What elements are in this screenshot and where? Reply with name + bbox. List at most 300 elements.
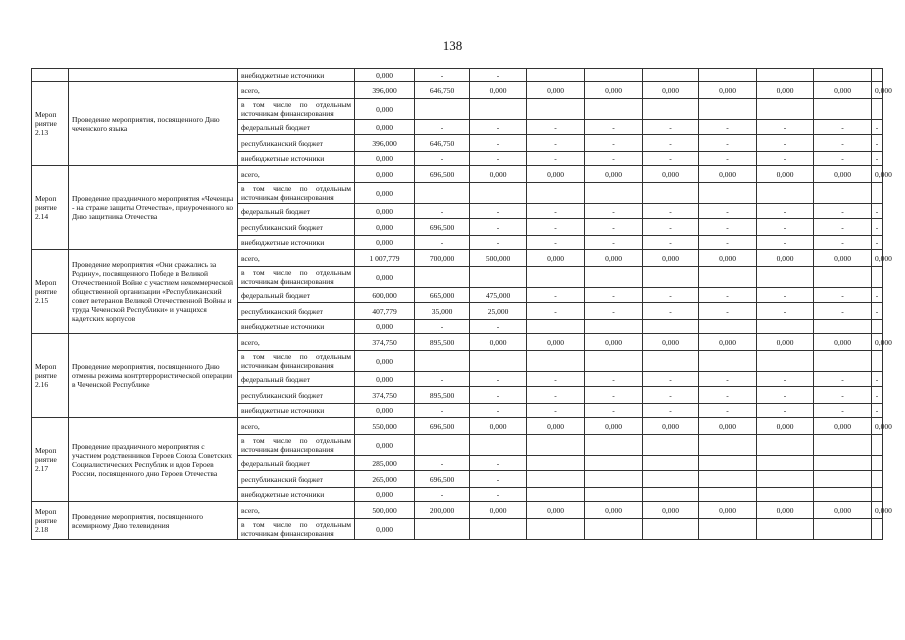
value-cell: 0,000	[814, 166, 872, 183]
funding-source-cell	[238, 418, 355, 435]
value-cell	[699, 320, 757, 334]
value-cell	[757, 99, 814, 120]
value-cell: 0,000	[527, 82, 585, 99]
value-cell: 500,000	[355, 502, 415, 519]
funding-source-cell	[238, 320, 355, 334]
value-cell: -	[757, 236, 814, 250]
value-cell	[872, 267, 883, 288]
value-cell	[643, 69, 699, 82]
value-cell: -	[415, 236, 470, 250]
value-cell: -	[643, 219, 699, 236]
value-cell: 0,000	[872, 250, 883, 267]
funding-source-label: федеральный бюджет	[241, 206, 311, 216]
value-cell: -	[757, 219, 814, 236]
funding-source-label: республиканский бюджет	[241, 390, 323, 400]
value-cell: -	[872, 372, 883, 387]
event-name-cell: Проведение мероприятия, посвященного Дню чеченского языка	[69, 82, 238, 166]
value-cell: 0,000	[355, 267, 415, 288]
value-cell	[415, 183, 470, 204]
funding-source-label: всего,	[241, 253, 260, 263]
value-cell: 0,000	[355, 99, 415, 120]
funding-source-label: республиканский бюджет	[241, 222, 323, 232]
value-cell: 0,000	[757, 334, 814, 351]
value-cell: -	[814, 372, 872, 387]
value-cell: -	[470, 120, 527, 135]
value-cell: -	[699, 219, 757, 236]
value-cell	[643, 267, 699, 288]
value-cell: -	[470, 152, 527, 166]
value-cell: 0,000	[872, 502, 883, 519]
value-cell: 0,000	[872, 418, 883, 435]
page-number: 138	[442, 38, 463, 53]
value-cell: -	[814, 120, 872, 135]
value-cell	[527, 267, 585, 288]
value-cell: 0,000	[585, 250, 643, 267]
value-cell	[699, 435, 757, 456]
value-cell: -	[585, 219, 643, 236]
value-cell: 0,000	[699, 250, 757, 267]
value-cell: -	[527, 120, 585, 135]
value-cell: 0,000	[757, 166, 814, 183]
value-cell	[585, 99, 643, 120]
value-cell	[585, 456, 643, 471]
value-cell: -	[643, 236, 699, 250]
event-name-cell: Проведение праздничного мероприятия «Чеченцы - на страже защиты Отечества», приуроченного ко Дню защитника Отечества	[69, 166, 238, 250]
funding-source-label: внебюджетные источники	[241, 490, 325, 499]
value-cell	[757, 435, 814, 456]
value-cell: 696,500	[415, 219, 470, 236]
value-cell: 0,000	[699, 166, 757, 183]
value-cell	[757, 320, 814, 334]
value-cell	[872, 69, 883, 82]
value-cell: 0,000	[527, 418, 585, 435]
funding-source-cell	[238, 519, 355, 540]
value-cell: -	[814, 204, 872, 219]
event-label-cell	[32, 69, 69, 82]
value-cell	[527, 488, 585, 502]
funding-source-cell	[238, 219, 355, 236]
funding-source-cell	[238, 351, 355, 372]
value-cell	[415, 99, 470, 120]
value-cell	[757, 456, 814, 471]
value-cell	[643, 488, 699, 502]
value-cell: -	[470, 372, 527, 387]
funding-source-label: в том числе по отдельным источникам финансирования	[241, 352, 351, 370]
value-cell: -	[415, 488, 470, 502]
value-cell	[585, 519, 643, 540]
event-label-cell: Мероп риятие 2.18	[32, 502, 69, 540]
value-cell: 0,000	[585, 334, 643, 351]
value-cell: -	[415, 320, 470, 334]
value-cell: 0,000	[757, 250, 814, 267]
value-cell: 0,000	[699, 82, 757, 99]
table-row	[32, 418, 883, 435]
event-label-cell: Мероп риятие 2.13	[32, 82, 69, 166]
value-cell: -	[415, 69, 470, 82]
funding-source-cell	[238, 166, 355, 183]
value-cell: -	[585, 372, 643, 387]
event-label-cell: Мероп риятие 2.15	[32, 250, 69, 334]
value-cell: -	[643, 135, 699, 152]
continuation-row	[32, 69, 883, 82]
value-cell: -	[643, 372, 699, 387]
value-cell: -	[814, 219, 872, 236]
value-cell: 700,000	[415, 250, 470, 267]
value-cell: 285,000	[355, 456, 415, 471]
event-name-cell: Проведение мероприятия, посвященного всемирному Дню телевидения	[69, 502, 238, 540]
value-cell	[699, 69, 757, 82]
value-cell	[757, 488, 814, 502]
value-cell: 0,000	[814, 334, 872, 351]
value-cell	[643, 456, 699, 471]
event-name-cell: Проведение мероприятия «Они сражались за Родину», посвященного Победе в Великой Отечественной Войне с участием некоммерческой общественной организации «Республиканский совет ветеранов Великой Отечественной Войны и труда Чеченской Республики» и учащихся кадетских корпусов	[69, 250, 238, 334]
value-cell: 0,000	[585, 418, 643, 435]
value-cell: -	[585, 303, 643, 320]
value-cell: 0,000	[585, 502, 643, 519]
value-cell	[699, 488, 757, 502]
value-cell: 374,750	[355, 387, 415, 404]
value-cell: -	[643, 387, 699, 404]
value-cell: -	[872, 204, 883, 219]
value-cell: -	[470, 204, 527, 219]
funding-source-label: федеральный бюджет	[241, 458, 311, 468]
value-cell: -	[527, 387, 585, 404]
value-cell	[757, 69, 814, 82]
value-cell: 0,000	[527, 250, 585, 267]
value-cell	[585, 320, 643, 334]
value-cell: -	[643, 303, 699, 320]
value-cell: 0,000	[643, 82, 699, 99]
value-cell: -	[585, 236, 643, 250]
value-cell: 0,000	[470, 502, 527, 519]
funding-source-label: в том числе по отдельным источникам финансирования	[241, 436, 351, 454]
value-cell: 0,000	[699, 418, 757, 435]
value-cell: 0,000	[355, 204, 415, 219]
funding-source-cell	[238, 99, 355, 120]
value-cell	[527, 99, 585, 120]
event-label-cell: Мероп риятие 2.16	[32, 334, 69, 418]
value-cell: 0,000	[643, 502, 699, 519]
value-cell: 0,000	[355, 351, 415, 372]
value-cell	[643, 471, 699, 488]
value-cell: -	[643, 152, 699, 166]
table-row	[32, 166, 883, 183]
value-cell	[872, 351, 883, 372]
value-cell: 696,500	[415, 471, 470, 488]
value-cell	[872, 488, 883, 502]
value-cell	[527, 435, 585, 456]
value-cell	[527, 351, 585, 372]
value-cell: 0,000	[355, 320, 415, 334]
value-cell	[872, 519, 883, 540]
funding-source-cell	[238, 288, 355, 303]
funding-source-label: федеральный бюджет	[241, 290, 311, 300]
value-cell: 0,000	[872, 166, 883, 183]
value-cell: -	[527, 372, 585, 387]
value-cell: 0,000	[585, 166, 643, 183]
value-cell	[527, 183, 585, 204]
value-cell: -	[643, 404, 699, 418]
value-cell	[643, 320, 699, 334]
value-cell: -	[814, 135, 872, 152]
value-cell	[415, 267, 470, 288]
value-cell: 407,779	[355, 303, 415, 320]
value-cell: -	[585, 387, 643, 404]
value-cell: 0,000	[355, 236, 415, 250]
value-cell: 0,000	[355, 69, 415, 82]
value-cell: 895,500	[415, 334, 470, 351]
value-cell: 265,000	[355, 471, 415, 488]
funding-source-cell	[238, 183, 355, 204]
value-cell	[757, 351, 814, 372]
value-cell: 550,000	[355, 418, 415, 435]
value-cell: -	[699, 120, 757, 135]
value-cell: 0,000	[355, 120, 415, 135]
funding-source-cell	[238, 152, 355, 166]
value-cell	[699, 456, 757, 471]
value-cell: -	[415, 120, 470, 135]
event-label-cell: Мероп риятие 2.17	[32, 418, 69, 502]
funding-source-label: в том числе по отдельным источникам финансирования	[241, 100, 351, 118]
value-cell	[757, 183, 814, 204]
value-cell: 895,500	[415, 387, 470, 404]
value-cell: -	[527, 219, 585, 236]
value-cell: 396,000	[355, 135, 415, 152]
value-cell: -	[527, 303, 585, 320]
value-cell: 0,000	[757, 418, 814, 435]
value-cell: -	[470, 404, 527, 418]
value-cell	[643, 99, 699, 120]
value-cell: 1 007,779	[355, 250, 415, 267]
value-cell: 646,750	[415, 82, 470, 99]
funding-source-cell	[238, 135, 355, 152]
value-cell: -	[643, 120, 699, 135]
value-cell	[643, 435, 699, 456]
value-cell: -	[757, 372, 814, 387]
value-cell: -	[470, 320, 527, 334]
value-cell: -	[757, 152, 814, 166]
value-cell	[585, 69, 643, 82]
value-cell: 0,000	[814, 82, 872, 99]
value-cell	[470, 99, 527, 120]
value-cell: -	[643, 288, 699, 303]
value-cell: 0,000	[699, 334, 757, 351]
funding-source-cell	[238, 303, 355, 320]
value-cell: 0,000	[643, 418, 699, 435]
value-cell: 25,000	[470, 303, 527, 320]
value-cell	[643, 351, 699, 372]
value-cell: -	[872, 152, 883, 166]
value-cell	[757, 471, 814, 488]
funding-source-cell	[238, 250, 355, 267]
value-cell: 0,000	[814, 502, 872, 519]
value-cell	[872, 435, 883, 456]
funding-source-cell	[238, 502, 355, 519]
table-row	[32, 82, 883, 99]
value-cell: 0,000	[470, 166, 527, 183]
value-cell: 0,000	[527, 502, 585, 519]
event-name-cell	[69, 69, 238, 82]
value-cell: 0,000	[470, 82, 527, 99]
value-cell: -	[699, 288, 757, 303]
event-label-cell: Мероп риятие 2.14	[32, 166, 69, 250]
value-cell	[814, 320, 872, 334]
value-cell: -	[415, 404, 470, 418]
value-cell: 0,000	[527, 334, 585, 351]
value-cell: -	[470, 135, 527, 152]
funding-source-cell	[238, 372, 355, 387]
value-cell: -	[699, 152, 757, 166]
value-cell: -	[470, 456, 527, 471]
budget-table	[31, 68, 892, 540]
value-cell	[872, 183, 883, 204]
value-cell: -	[585, 404, 643, 418]
value-cell	[527, 519, 585, 540]
funding-source-cell	[238, 456, 355, 471]
value-cell: 0,000	[643, 334, 699, 351]
value-cell	[585, 435, 643, 456]
table-row	[32, 334, 883, 351]
event-name-cell: Проведение мероприятия, посвященного Дню отмены режима контртеррористической операции в Чеченской Республике	[69, 334, 238, 418]
value-cell: -	[585, 135, 643, 152]
value-cell	[814, 471, 872, 488]
value-cell	[643, 519, 699, 540]
value-cell: 0,000	[643, 250, 699, 267]
value-cell	[814, 488, 872, 502]
value-cell: 696,500	[415, 418, 470, 435]
value-cell	[585, 183, 643, 204]
value-cell	[585, 488, 643, 502]
value-cell: -	[585, 204, 643, 219]
funding-source-cell	[238, 404, 355, 418]
value-cell: -	[872, 303, 883, 320]
value-cell: -	[699, 204, 757, 219]
value-cell: -	[527, 152, 585, 166]
value-cell: -	[872, 288, 883, 303]
value-cell: 0,000	[757, 502, 814, 519]
funding-source-cell	[238, 334, 355, 351]
value-cell: 0,000	[355, 372, 415, 387]
value-cell: -	[470, 471, 527, 488]
value-cell: -	[757, 204, 814, 219]
funding-source-cell: внебюджетные источники	[238, 69, 355, 82]
budget-table-body	[32, 69, 892, 540]
value-cell	[415, 519, 470, 540]
funding-source-label: внебюджетные источники	[241, 238, 325, 247]
value-cell	[643, 183, 699, 204]
value-cell: -	[814, 404, 872, 418]
value-cell: -	[699, 404, 757, 418]
value-cell: 35,000	[415, 303, 470, 320]
value-cell: 0,000	[470, 418, 527, 435]
funding-source-label: в том числе по отдельным источникам финансирования	[241, 268, 351, 286]
value-cell: 500,000	[470, 250, 527, 267]
value-cell	[814, 99, 872, 120]
value-cell: -	[527, 204, 585, 219]
value-cell: 0,000	[814, 250, 872, 267]
funding-source-label: внебюджетные источники	[241, 154, 325, 163]
value-cell: -	[415, 456, 470, 471]
value-cell	[699, 267, 757, 288]
value-cell: -	[814, 387, 872, 404]
value-cell: 696,500	[415, 166, 470, 183]
funding-source-cell	[238, 120, 355, 135]
value-cell	[872, 456, 883, 471]
value-cell: -	[470, 69, 527, 82]
value-cell: -	[527, 135, 585, 152]
value-cell: -	[757, 387, 814, 404]
value-cell	[470, 351, 527, 372]
value-cell	[585, 471, 643, 488]
funding-source-label: внебюджетные источники	[241, 322, 325, 331]
funding-source-label: федеральный бюджет	[241, 122, 311, 132]
value-cell	[872, 99, 883, 120]
value-cell	[585, 351, 643, 372]
value-cell: 0,000	[355, 435, 415, 456]
value-cell: -	[872, 135, 883, 152]
value-cell: -	[470, 488, 527, 502]
value-cell: -	[872, 404, 883, 418]
value-cell: -	[757, 404, 814, 418]
value-cell	[699, 351, 757, 372]
value-cell	[814, 69, 872, 82]
value-cell	[872, 471, 883, 488]
value-cell: -	[872, 387, 883, 404]
value-cell: 0,000	[355, 488, 415, 502]
event-name-cell: Проведение праздничного мероприятия с участием родственников Героев Союза Советских Социалистических Республик и вдов Героев России, посвященного дню Героев Отечества	[69, 418, 238, 502]
funding-source-cell	[238, 82, 355, 99]
value-cell: -	[757, 120, 814, 135]
funding-source-label: федеральный бюджет	[241, 374, 311, 384]
value-cell: -	[814, 288, 872, 303]
table-row	[32, 502, 883, 519]
value-cell: 0,000	[355, 404, 415, 418]
value-cell	[470, 267, 527, 288]
funding-source-label: всего,	[241, 169, 260, 179]
funding-source-label: республиканский бюджет	[241, 474, 323, 484]
value-cell: -	[699, 372, 757, 387]
value-cell: -	[699, 303, 757, 320]
value-cell: -	[814, 303, 872, 320]
value-cell	[814, 267, 872, 288]
value-cell: 665,000	[415, 288, 470, 303]
value-cell: 0,000	[699, 502, 757, 519]
funding-source-label: всего,	[241, 421, 260, 431]
value-cell: -	[757, 288, 814, 303]
value-cell	[814, 351, 872, 372]
value-cell	[470, 519, 527, 540]
funding-source-cell	[238, 471, 355, 488]
value-cell	[527, 471, 585, 488]
funding-source-label: республиканский бюджет	[241, 138, 323, 148]
value-cell: 0,000	[872, 334, 883, 351]
value-cell	[527, 320, 585, 334]
value-cell: 0,000	[355, 166, 415, 183]
value-cell	[699, 519, 757, 540]
value-cell	[814, 519, 872, 540]
funding-source-label: в том числе по отдельным источникам финансирования	[241, 520, 351, 538]
value-cell: -	[699, 387, 757, 404]
value-cell	[814, 435, 872, 456]
value-cell: 646,750	[415, 135, 470, 152]
value-cell	[527, 456, 585, 471]
value-cell: -	[699, 135, 757, 152]
value-cell	[527, 69, 585, 82]
value-cell: 0,000	[355, 183, 415, 204]
value-cell: -	[415, 152, 470, 166]
value-cell	[585, 267, 643, 288]
funding-source-cell	[238, 435, 355, 456]
